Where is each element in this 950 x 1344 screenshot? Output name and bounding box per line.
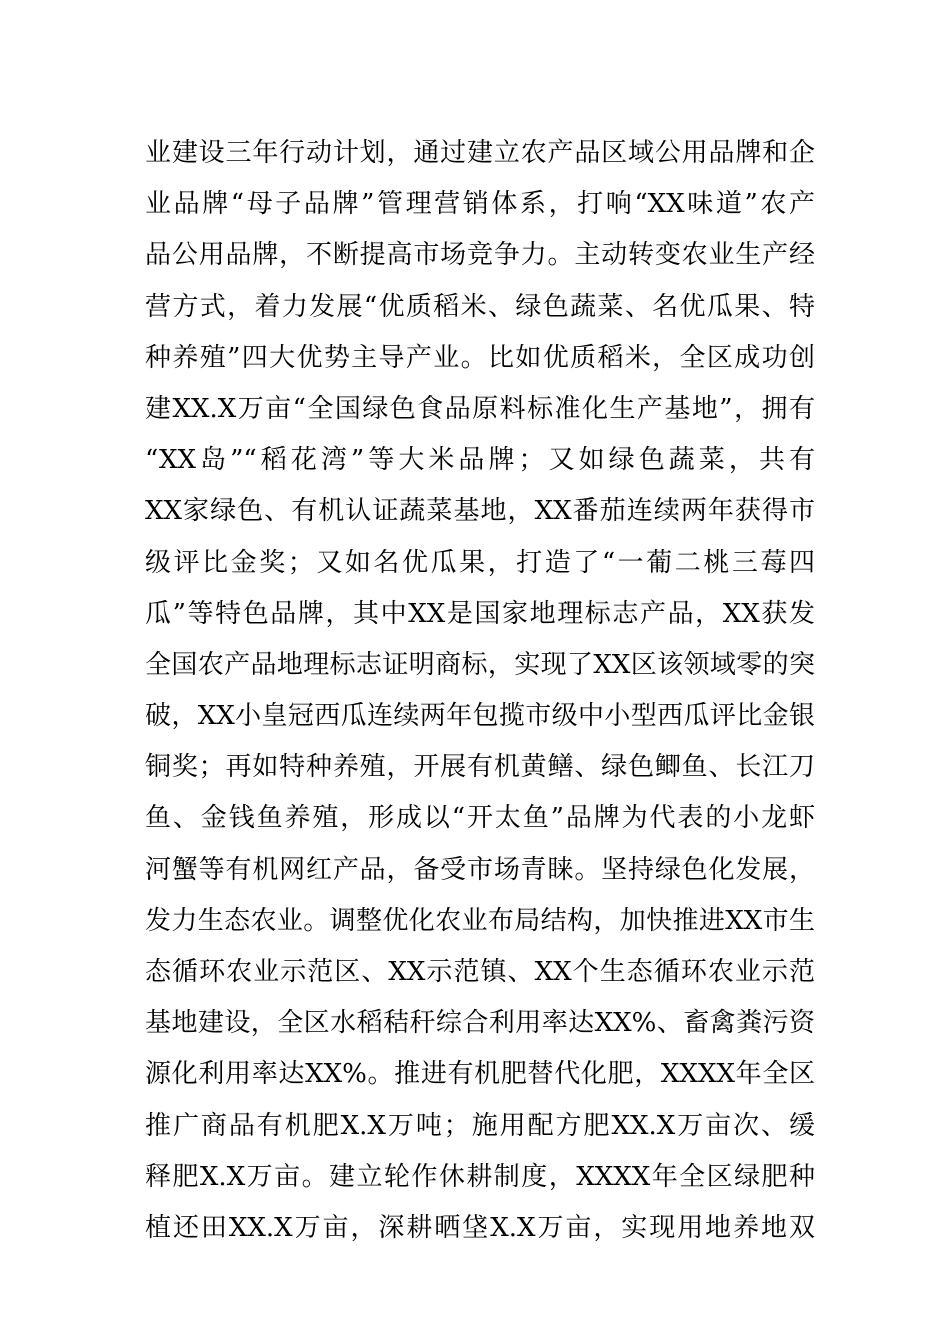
text-line: 建XX.X万亩“全国绿色食品原料标准化生产基地”，拥有: [145, 393, 815, 424]
text-line: 基地建设，全区水稻秸秆综合利用率达XX%、畜禽粪污资: [145, 1008, 815, 1039]
text-line: 全国农产品地理标志证明商标，实现了XX区该领域零的突: [145, 649, 815, 680]
text-line: 业品牌“母子品牌”管理营销体系，打响“XX味道”农产: [145, 189, 815, 220]
text-line: 级评比金奖；又如名优瓜果，打造了“一葡二桃三莓四: [145, 547, 815, 578]
text-line: 营方式，着力发展“优质稻米、绿色蔬菜、名优瓜果、特: [145, 291, 815, 322]
text-line: 破，XX小皇冠西瓜连续两年包揽市级中小型西瓜评比金银: [145, 701, 815, 732]
text-line: “XX岛”“稻花湾”等大米品牌；又如绿色蔬菜，共有: [145, 445, 815, 476]
text-line: 推广商品有机肥X.X万吨；施用配方肥XX.X万亩次、缓: [145, 1110, 815, 1141]
text-line: 植还田XX.X万亩，深耕晒垡X.X万亩，实现用地养地双: [145, 1212, 815, 1243]
text-line: 释肥X.X万亩。建立轮作休耕制度，XXXX年全区绿肥种: [145, 1161, 815, 1192]
text-line: 品公用品牌，不断提高市场竞争力。主动转变农业生产经: [145, 240, 815, 271]
text-line: 鱼、金钱鱼养殖，形成以“开太鱼”品牌为代表的小龙虾: [145, 803, 815, 834]
text-line: 源化利用率达XX%。推进有机肥替代化肥，XXXX年全区: [145, 1059, 815, 1090]
text-line: 态循环农业示范区、XX示范镇、XX个生态循环农业示范: [145, 957, 815, 987]
text-line: 业建设三年行动计划，通过建立农产品区域公用品牌和企: [145, 138, 815, 168]
text-line: 种养殖”四大优势主导产业。比如优质稻米，全区成功创: [145, 342, 815, 373]
text-line: 铜奖；再如特种养殖，开展有机黄鳝、绿色鲫鱼、长江刀: [145, 752, 815, 783]
text-line: 发力生态农业。调整优化农业布局结构，加快推进XX市生: [145, 905, 815, 936]
text-line: 瓜”等特色品牌，其中XX是国家地理标志产品，XX获发: [145, 598, 815, 629]
body-text: [145, 128, 815, 1254]
text-line: 河蟹等有机网红产品，备受市场青睐。坚持绿色化发展，: [145, 854, 815, 885]
text-line: XX家绿色、有机认证蔬菜基地，XX番茄连续两年获得市: [145, 496, 815, 527]
